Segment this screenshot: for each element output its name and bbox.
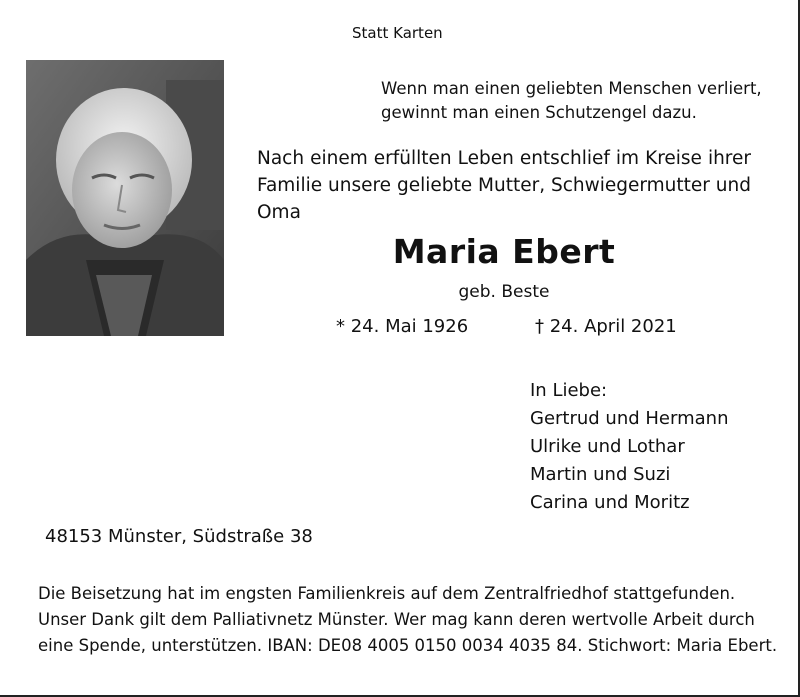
mourners-heading: In Liebe: [530, 380, 608, 401]
intro-line: Oma [257, 202, 301, 223]
footer-text [38, 581, 777, 659]
statt-karten-label: Statt Karten [352, 24, 443, 42]
intro-line: Nach einem erfüllten Leben entschlief im Kreise ihrer [257, 148, 751, 169]
quote-line: Wenn man einen geliebten Menschen verliert, [381, 79, 762, 98]
quote-line: gewinnt man einen Schutzengel dazu. [381, 103, 697, 122]
footer-line: Unser Dank gilt dem Palliativnetz Münster. Wer mag kann deren wertvolle Arbeit durch [38, 610, 755, 629]
maiden-name: geb. Beste [458, 282, 550, 302]
footer-line: Die Beisetzung hat im engsten Familienkreis auf dem Zentralfriedhof stattgefunden. [38, 584, 736, 603]
death-date: † 24. April 2021 [535, 316, 677, 337]
portrait-photo [26, 60, 224, 336]
quote [381, 77, 762, 125]
deceased-name: Maria Ebert [392, 232, 616, 271]
mourner-entry: Gertrud und Hermann [530, 408, 729, 429]
mourner-entry: Ulrike und Lothar [530, 436, 685, 457]
mourner-entry: Carina und Moritz [530, 492, 690, 513]
mourners-list [530, 377, 728, 517]
mourner-entry: Martin und Suzi [530, 464, 671, 485]
birth-date: * 24. Mai 1926 [336, 316, 469, 337]
intro-line: Familie unsere geliebte Mutter, Schwiegermutter und [257, 175, 751, 196]
footer-line: eine Spende, unterstützen. IBAN: DE08 4005 0150 0034 4035 84. Stichwort: Maria Ebert. [38, 636, 778, 655]
intro-text [257, 145, 751, 226]
address: 48153 Münster, Südstraße 38 [45, 526, 313, 547]
